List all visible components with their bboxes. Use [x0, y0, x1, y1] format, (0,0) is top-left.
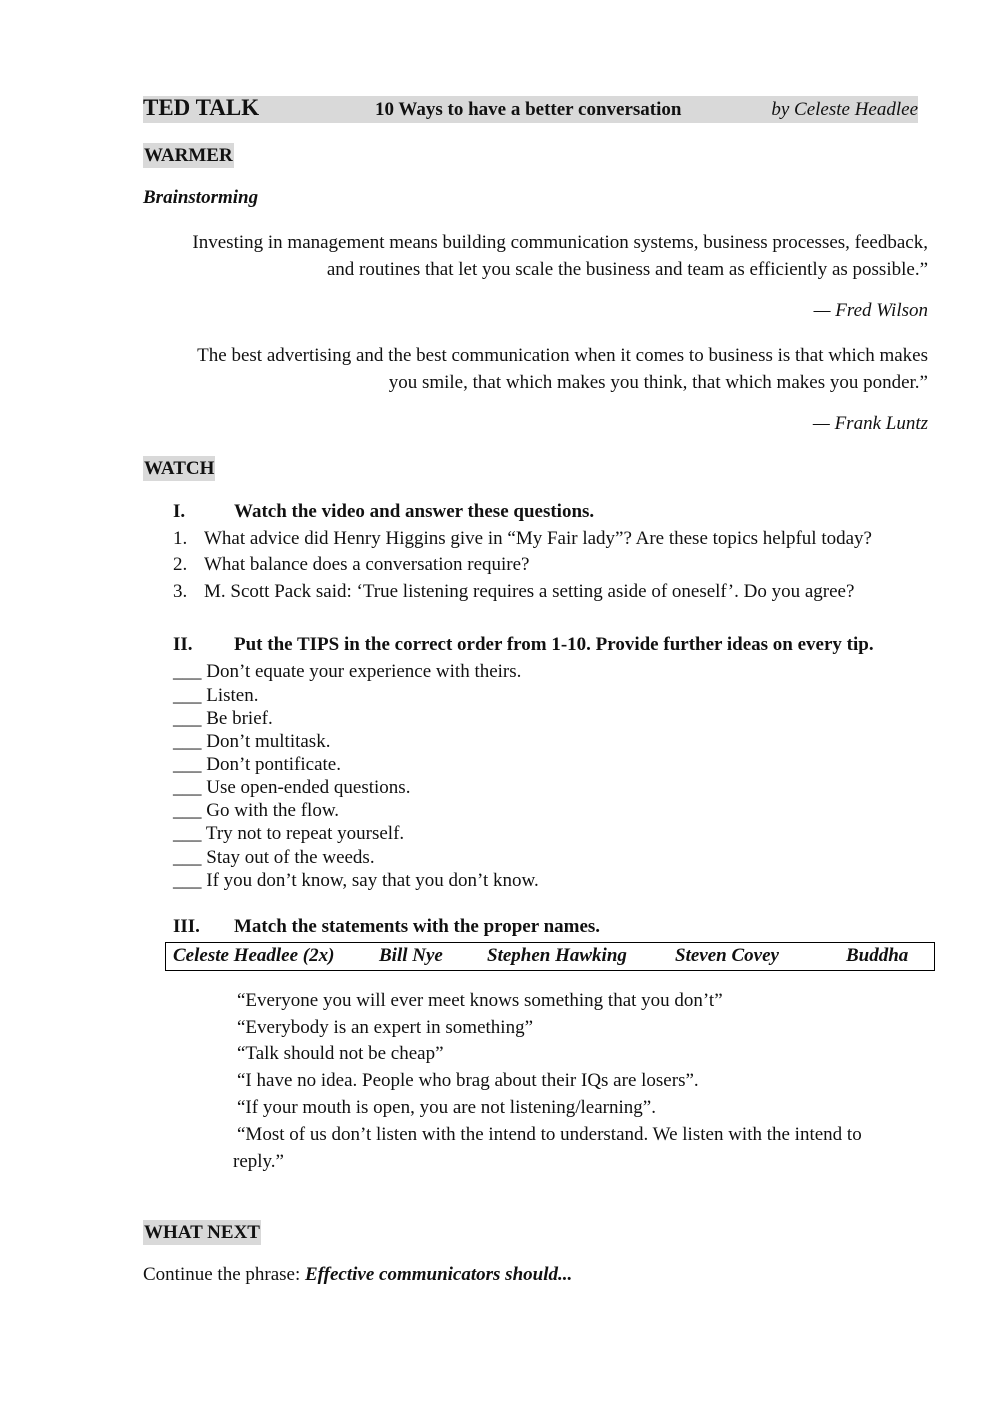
talk-title: 10 Ways to have a better conversation — [375, 99, 682, 120]
tip-item: ___ If you don’t know, say that you don’t know. — [173, 870, 539, 891]
names-box — [165, 942, 935, 971]
continue-prompt: Continue the phrase: — [143, 1264, 305, 1285]
name-option: Steven Covey — [675, 945, 779, 966]
statement-continuation: reply.” — [233, 1151, 284, 1172]
statement: “Talk should not be cheap” — [237, 1043, 444, 1064]
question-text: What balance does a conversation require? — [204, 554, 530, 575]
tip-item: ___ Use open-ended questions. — [173, 777, 411, 798]
question-number: 2. — [173, 554, 188, 575]
question-number: 3. — [173, 581, 188, 602]
tip-item: ___ Be brief. — [173, 708, 273, 729]
quote-2-attribution: — Frank Luntz — [812, 413, 928, 434]
tip-item: ___ Don’t multitask. — [173, 731, 331, 752]
part-1-numeral: I. — [173, 501, 186, 522]
question-text: What advice did Henry Higgins give in “My Fair lady”? Are these topics helpful today? — [204, 528, 872, 549]
part-3-numeral: III. — [173, 916, 200, 937]
statement: “Everyone you will ever meet knows something that you don’t” — [237, 990, 723, 1011]
part-1-instruction: Watch the video and answer these questions. — [234, 501, 595, 522]
tip-item: ___ Don’t equate your experience with theirs. — [173, 661, 522, 682]
section-warmer: WARMER — [144, 145, 233, 166]
statement: “If your mouth is open, you are not listening/learning”. — [237, 1097, 656, 1118]
name-option: Stephen Hawking — [487, 945, 627, 966]
quote-2-line-2: you smile, that which makes you think, that which makes you ponder.” — [388, 372, 928, 393]
quote-1-line-1: Investing in management means building communication systems, business processes, feedback, — [192, 232, 928, 253]
section-watch: WATCH — [144, 458, 215, 479]
name-option: Celeste Headlee (2x) — [173, 945, 335, 966]
part-2-instruction: Put the TIPS in the correct order from 1-10. Provide further ideas on every tip. — [234, 634, 874, 655]
tip-item: ___ Don’t pontificate. — [173, 754, 341, 775]
quote-1-line-2: and routines that let you scale the business and team as efficiently as possible.” — [326, 259, 928, 280]
question-text: M. Scott Pack said: ‘True listening requires a setting aside of oneself’. Do you agree? — [204, 581, 855, 602]
quote-2-line-1: The best advertising and the best communication when it comes to business is that which makes — [197, 345, 928, 366]
question-number: 1. — [173, 528, 188, 549]
effective-communicators-phrase: Effective communicators should... — [305, 1264, 573, 1285]
statement: “Everybody is an expert in something” — [237, 1017, 534, 1038]
tip-item: ___ Listen. — [173, 685, 259, 706]
quote-1-attribution: — Fred Wilson — [813, 300, 928, 321]
talk-author: by Celeste Headlee — [771, 99, 918, 120]
section-what-next: WHAT NEXT — [144, 1222, 260, 1243]
part-2-numeral: II. — [173, 634, 193, 655]
statement: “I have no idea. People who brag about their IQs are losers”. — [237, 1070, 699, 1091]
tip-item: ___ Try not to repeat yourself. — [173, 823, 405, 844]
part-3-instruction: Match the statements with the proper names. — [234, 916, 601, 937]
name-option: Buddha — [846, 945, 909, 966]
continue-phrase — [143, 1264, 572, 1286]
name-option: Bill Nye — [379, 945, 443, 966]
statement: “Most of us don’t listen with the intend to understand. We listen with the intend to — [237, 1124, 862, 1145]
tip-item: ___ Go with the flow. — [173, 800, 340, 821]
header-label: TED TALK — [143, 95, 260, 120]
brainstorming-heading: Brainstorming — [143, 187, 259, 208]
tip-item: ___ Stay out of the weeds. — [173, 847, 375, 868]
